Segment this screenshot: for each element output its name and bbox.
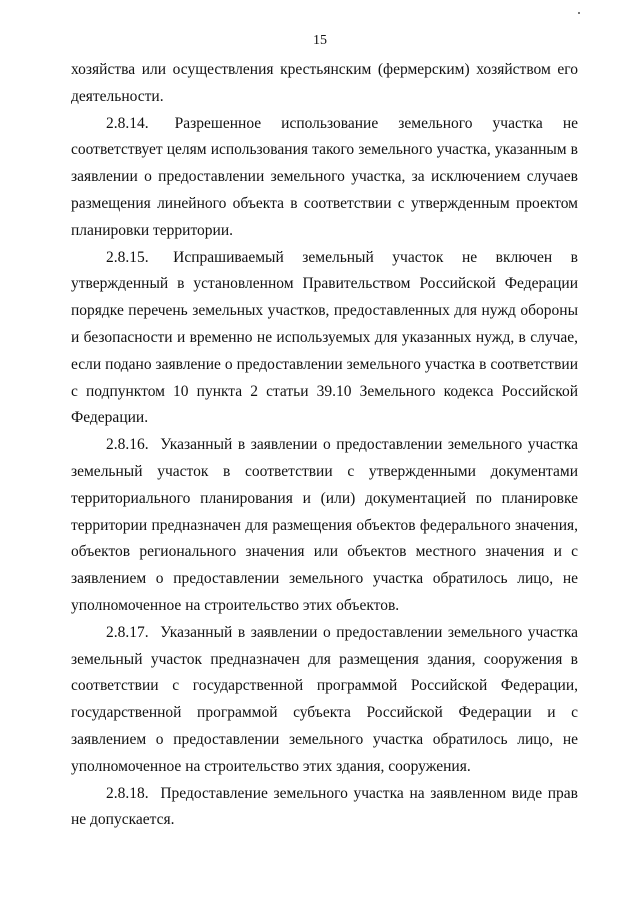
paragraph-text: Разрешенное использование земельного участка не соответствует целям использования такого земельного участка, указанным в заявлении о предоставлении земельного участка, за исключением случаев размещения линейного объекта в соответствии с утвержденным проектом планировки территории. — [71, 114, 578, 239]
paragraph-number: 2.8.17. — [106, 623, 149, 641]
paragraph-text: хозяйства или осуществления крестьянским (фермерским) хозяйством его деятельности. — [71, 61, 578, 105]
paragraph-continuation — [71, 57, 578, 111]
paragraph-2-8-15 — [71, 245, 578, 433]
paragraph-2-8-14 — [71, 111, 578, 245]
paragraph-number: 2.8.14. — [106, 114, 149, 132]
paragraph-text: Предоставление земельного участка на заявленном виде прав не допускается. — [71, 784, 578, 829]
paragraph-2-8-16 — [71, 432, 578, 620]
document-body — [71, 57, 578, 834]
paragraph-2-8-18 — [71, 781, 578, 835]
paragraph-number: 2.8.15. — [106, 248, 149, 266]
scan-mark — [578, 12, 580, 14]
paragraph-text: Указанный в заявлении о предоставлении земельного участка земельный участок в соответствии с утвержденными документами территориального планирования и (или) документацией по планировке территории предназначен для размещения объектов федерального значения, объектов регионального значения или объектов местного значения и с заявлением о предоставлении земельного участка обратилось лицо, не уполномоченное на строительство этих объектов. — [71, 436, 579, 614]
paragraph-number: 2.8.16. — [106, 436, 149, 454]
paragraph-2-8-17 — [71, 620, 578, 781]
paragraph-text: Испрашиваемый земельный участок не включен в утвержденный в установленном Правительством Российской Федерации порядке перечень земельных участков, предоставленных для нужд обороны и безопасности и временно не используемых для указанных нужд, в случае, если подано заявление о предоставлении земельного участка в соответствии с подпунктом 10 пункта 2 статьи 39.10 Земельного кодекса Российской Федерации. — [71, 248, 579, 427]
paragraph-number: 2.8.18. — [106, 784, 149, 802]
page-number: 15 — [313, 33, 327, 48]
paragraph-text: Указанный в заявлении о предоставлении земельного участка земельный участок предназначен для размещения здания, сооружения в соответствии с государственной программой Российской Федерации, государственной программой субъекта Российской Федерации и с заявлением о предоставлении земельного участка обратилось лицо, не уполномоченное на строительство этих здания, сооружения. — [71, 623, 579, 775]
